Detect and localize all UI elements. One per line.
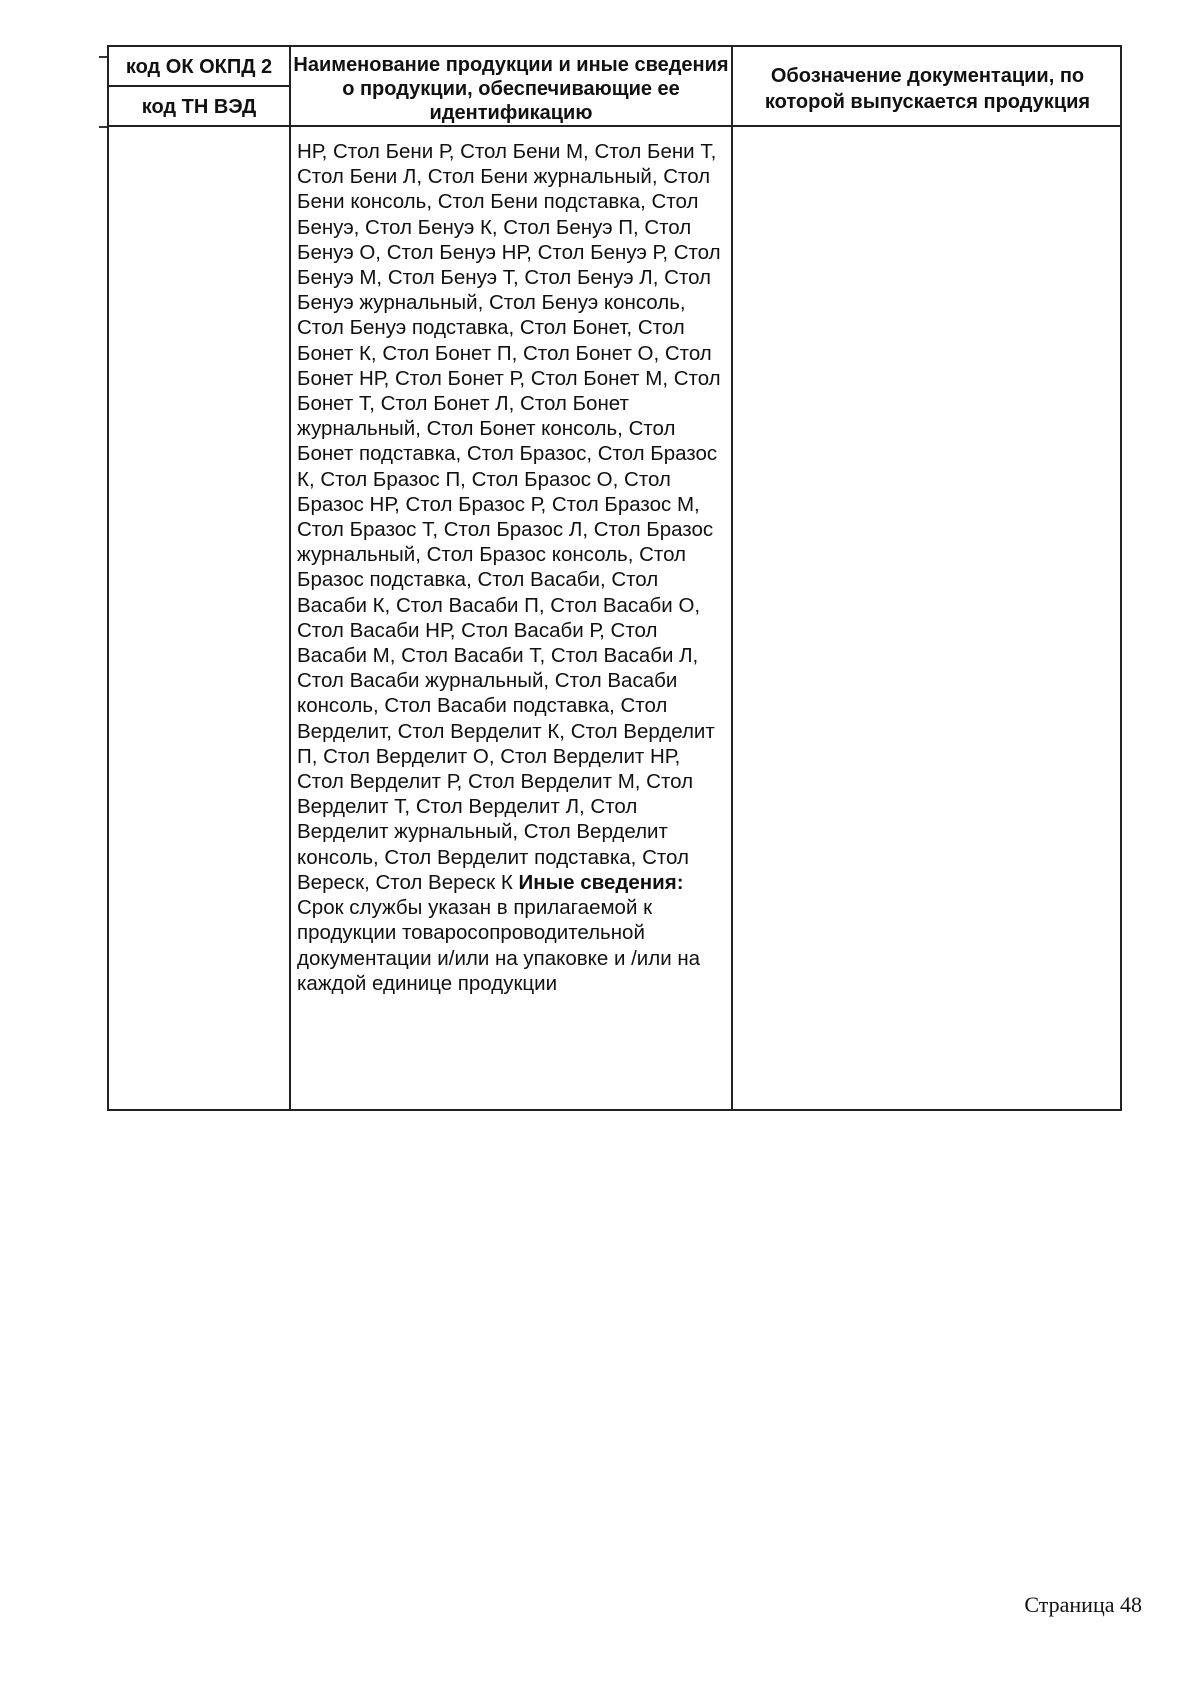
product-description-cell xyxy=(297,139,729,996)
column-divider xyxy=(289,47,291,1109)
other-info-label: Иные сведения: xyxy=(518,870,684,894)
page-number: Страница 48 xyxy=(1024,1592,1142,1617)
column-divider xyxy=(731,47,733,1109)
header-tnved-code: код ТН ВЭД xyxy=(141,96,257,118)
header-product-name: Наименование продукции и иные сведения о продукции, обеспечивающие ее идентификацию xyxy=(293,54,729,124)
header-divider xyxy=(109,125,1120,127)
product-list: НР, Стол Бени Р, Стол Бени М, Стол Бени Т, Стол Бени Л, Стол Бени журнальный, Стол Бени консоль, Стол Бени подставка, Стол Бенуэ, Стол Бенуэ К, Стол Бенуэ П, Стол Бенуэ О, Стол Бенуэ НР, Стол Бенуэ Р, Стол Бенуэ М, Стол Бенуэ Т, Стол Бенуэ Л, Стол Бенуэ журнальный, Стол Бенуэ консоль, Стол Бенуэ подставка, Стол Бонет, Стол Бонет К, Стол Бонет П, Стол Бонет О, Стол Бонет НР, Стол Бонет Р, Стол Бонет М, Стол Бонет Т, Стол Бонет Л, Стол Бонет журнальный, Стол Бонет консоль, Стол Бонет подставка, Стол Бразос, Стол Бразос К, Стол Бразос П, Стол Бразос О, Стол Бразос НР, Стол Бразос Р, Стол Бразос М, Стол Бразос Т, Стол Бразос Л, Стол Бразос журнальный, Стол Бразос консоль, Стол Бразос подставка, Стол Васаби, Стол Васаби К, Стол Васаби П, Стол Васаби О, Стол Васаби НР, Стол Васаби Р, Стол Васаби М, Стол Васаби Т, Стол Васаби Л, Стол Васаби журнальный, Стол Васаби консоль, Стол Васаби подставка, Стол Верделит, Стол Верделит К, Стол Верделит П, Стол Верделит О, Стол Верделит НР, Стол Верделит Р, Стол Верделит М, Стол Верделит Т, Стол Верделит Л, Стол Верделит журнальный, Стол Верделит консоль, Стол Верделит подставка, Стол Вереск, Стол Вереск К xyxy=(297,140,721,894)
header-sub-divider xyxy=(109,85,289,87)
header-documentation: Обозначение документации, по которой выпускается продукция xyxy=(764,65,1091,113)
product-table xyxy=(107,45,1122,1111)
other-info-text: Срок службы указан в прилагаемой к продукции товаросопроводительной документации и/или на упаковке и /или на каждой единице продукции xyxy=(297,896,701,995)
header-okpd-code: код ОК ОКПД 2 xyxy=(125,56,273,78)
